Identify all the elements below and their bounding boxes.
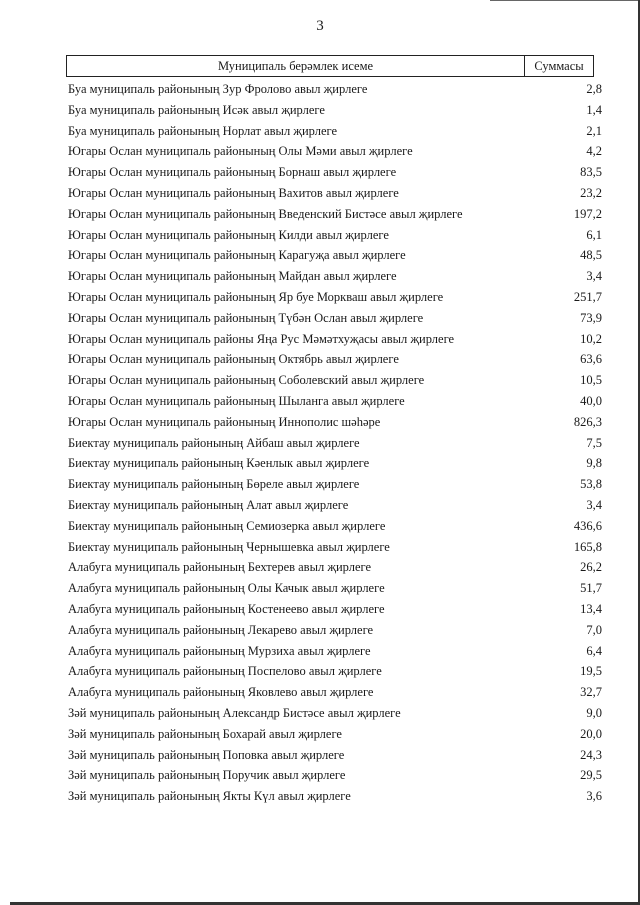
table-row [0,79,640,100]
municipality-sum: 10,5 [580,373,602,388]
municipality-name: Югары Ослан муниципаль районының Вахитов авыл җирлеге [68,185,399,200]
municipality-name: Буа муниципаль районының Исәк авыл җирлеге [68,102,325,117]
municipality-sum: 1,4 [586,102,602,117]
table-row [0,786,640,807]
municipality-name: Югары Ослан муниципаль районының Килди авыл җирлеге [68,227,389,242]
table-row [0,516,640,537]
municipality-name: Югары Ослан муниципаль районының Олы Мәми авыл җирлеге [68,144,413,159]
table-row [0,724,640,745]
municipality-name: Югары Ослан муниципаль районының Введенский Бистәсе авыл җирлеге [68,206,463,221]
municipality-name: Югары Ослан муниципаль районының Карагуҗа авыл җирлеге [68,248,406,263]
table-row [0,287,640,308]
municipality-name: Буа муниципаль районының Зур Фролово авыл җирлеге [68,82,368,96]
municipality-name: Зәй муниципаль районының Бохарай авыл җирлеге [68,726,342,741]
municipality-name: Югары Ослан муниципаль районының Соболевский авыл җирлеге [68,373,425,388]
table-row [0,599,640,620]
municipality-name: Югары Ослан муниципаль районының Яр буе Моркваш авыл җирлеге [68,289,444,304]
table-row [0,765,640,786]
table-row [0,682,640,703]
table-row [0,141,640,162]
municipality-sum: 20,0 [580,726,602,741]
municipality-sum: 48,5 [580,248,602,263]
municipality-sum: 6,4 [586,643,602,658]
header-sum-column: Суммасы [534,59,584,73]
municipality-sum: 436,6 [573,518,602,533]
municipality-sum: 165,8 [573,539,602,554]
table-row [0,391,640,412]
municipality-name: Югары Ослан муниципаль районының Иннополис шәһәре [68,414,381,429]
table-body [0,79,640,807]
municipality-name: Биектау муниципаль районының Алат авыл җирлеге [68,497,349,512]
table-row [0,620,640,641]
municipality-name: Югары Ослан муниципаль районының Шыланга авыл җирлеге [68,393,405,408]
table-row [0,245,640,266]
table-row [0,349,640,370]
municipality-sum: 3,6 [586,789,602,804]
municipality-name: Алабуга муниципаль районының Мурзиха авыл җирлеге [68,643,371,658]
table-row [0,578,640,599]
table-row [0,745,640,766]
table-row [0,329,640,350]
municipality-sum: 9,8 [586,456,602,471]
municipality-sum: 23,2 [580,185,602,200]
municipality-sum: 73,9 [580,310,602,325]
municipality-sum: 26,2 [580,560,602,575]
table-row [0,266,640,287]
municipality-name: Биектау муниципаль районының Семиозерка авыл җирлеге [68,518,386,533]
table-header [66,55,594,77]
municipality-name: Алабуга муниципаль районының Бехтерев авыл җирлеге [68,560,372,575]
municipality-name: Алабуга муниципаль районының Костенеево авыл җирлеге [68,601,385,616]
municipality-sum: 63,6 [580,352,602,367]
municipality-name: Алабуга муниципаль районының Лекарево авыл җирлеге [68,622,374,637]
municipality-name: Биектау муниципаль районының Айбаш авыл җирлеге [68,435,360,450]
table-row [0,183,640,204]
municipality-name: Зәй муниципаль районының Якты Күл авыл җирлеге [68,789,351,804]
municipality-name: Биектау муниципаль районының Бөреле авыл җирлеге [68,477,360,492]
table-row [0,703,640,724]
municipality-name: Югары Ослан муниципаль районының Түбән Ослан авыл җирлеге [68,310,424,325]
municipality-sum: 2,1 [586,123,602,138]
municipality-sum: 7,5 [586,435,602,450]
table-row [0,412,640,433]
municipality-sum: 6,1 [586,227,602,242]
municipality-sum: 13,4 [580,601,602,616]
municipality-sum: 24,3 [580,747,602,762]
municipality-name: Буа муниципаль районының Норлат авыл җирлеге [68,123,338,138]
municipality-name: Алабуга муниципаль районының Яковлево авыл җирлеге [68,685,374,700]
municipality-sum: 29,5 [580,768,602,783]
table-row [0,557,640,578]
municipality-name: Зәй муниципаль районының Александр Бистәсе авыл җирлеге [68,705,401,720]
table-row [0,370,640,391]
municipality-sum: 83,5 [580,165,602,180]
table-row [0,537,640,558]
table-row [0,433,640,454]
municipality-name: Алабуга муниципаль районының Олы Качык авыл җирлеге [68,581,385,596]
municipality-sum: 3,4 [586,497,602,512]
municipality-sum: 251,7 [573,289,602,304]
municipality-sum: 53,8 [580,477,602,492]
municipality-name: Югары Ослан муниципаль районының Октябрь авыл җирлеге [68,352,399,367]
page-number: 3 [316,18,324,34]
municipality-name: Биектау муниципаль районының Чернышевка авыл җирлеге [68,539,390,554]
municipality-name: Югары Ослан муниципаль районы Яңа Рус Мәмәтхуҗасы авыл җирлеге [68,331,455,346]
table-row [0,474,640,495]
table-row [0,661,640,682]
municipality-sum: 32,7 [580,685,602,700]
municipality-name: Югары Ослан муниципаль районының Борнаш авыл җирлеге [68,165,397,180]
municipality-sum: 9,0 [586,705,602,720]
municipality-name: Югары Ослан муниципаль районының Майдан авыл җирлеге [68,269,397,284]
table-row [0,225,640,246]
municipality-sum: 3,4 [586,269,602,284]
header-name-column: Муниципаль берәмлек исеме [67,56,525,76]
table-row [0,495,640,516]
municipality-sum: 40,0 [580,393,602,408]
table-row [0,308,640,329]
table-row [0,100,640,121]
municipality-sum: 4,2 [586,144,602,159]
table-row [0,453,640,474]
table-row [0,121,640,142]
municipality-sum: 826,3 [573,414,602,429]
table-row [0,162,640,183]
scan-top-edge [490,0,640,1]
municipality-name: Зәй муниципаль районының Поручик авыл җирлеге [68,768,346,783]
municipality-sum: 2,8 [586,82,602,96]
municipality-sum: 10,2 [580,331,602,346]
table-row [0,204,640,225]
municipality-name: Зәй муниципаль районының Поповка авыл җирлеге [68,747,345,762]
municipality-sum: 19,5 [580,664,602,679]
municipality-name: Биектау муниципаль районының Кәенлык авыл җирлеге [68,456,370,471]
municipality-name: Алабуга муниципаль районының Поспелово авыл җирлеге [68,664,382,679]
municipality-sum: 7,0 [586,622,602,637]
municipality-sum: 197,2 [573,206,602,221]
municipality-sum: 51,7 [580,581,602,596]
table-row [0,641,640,662]
